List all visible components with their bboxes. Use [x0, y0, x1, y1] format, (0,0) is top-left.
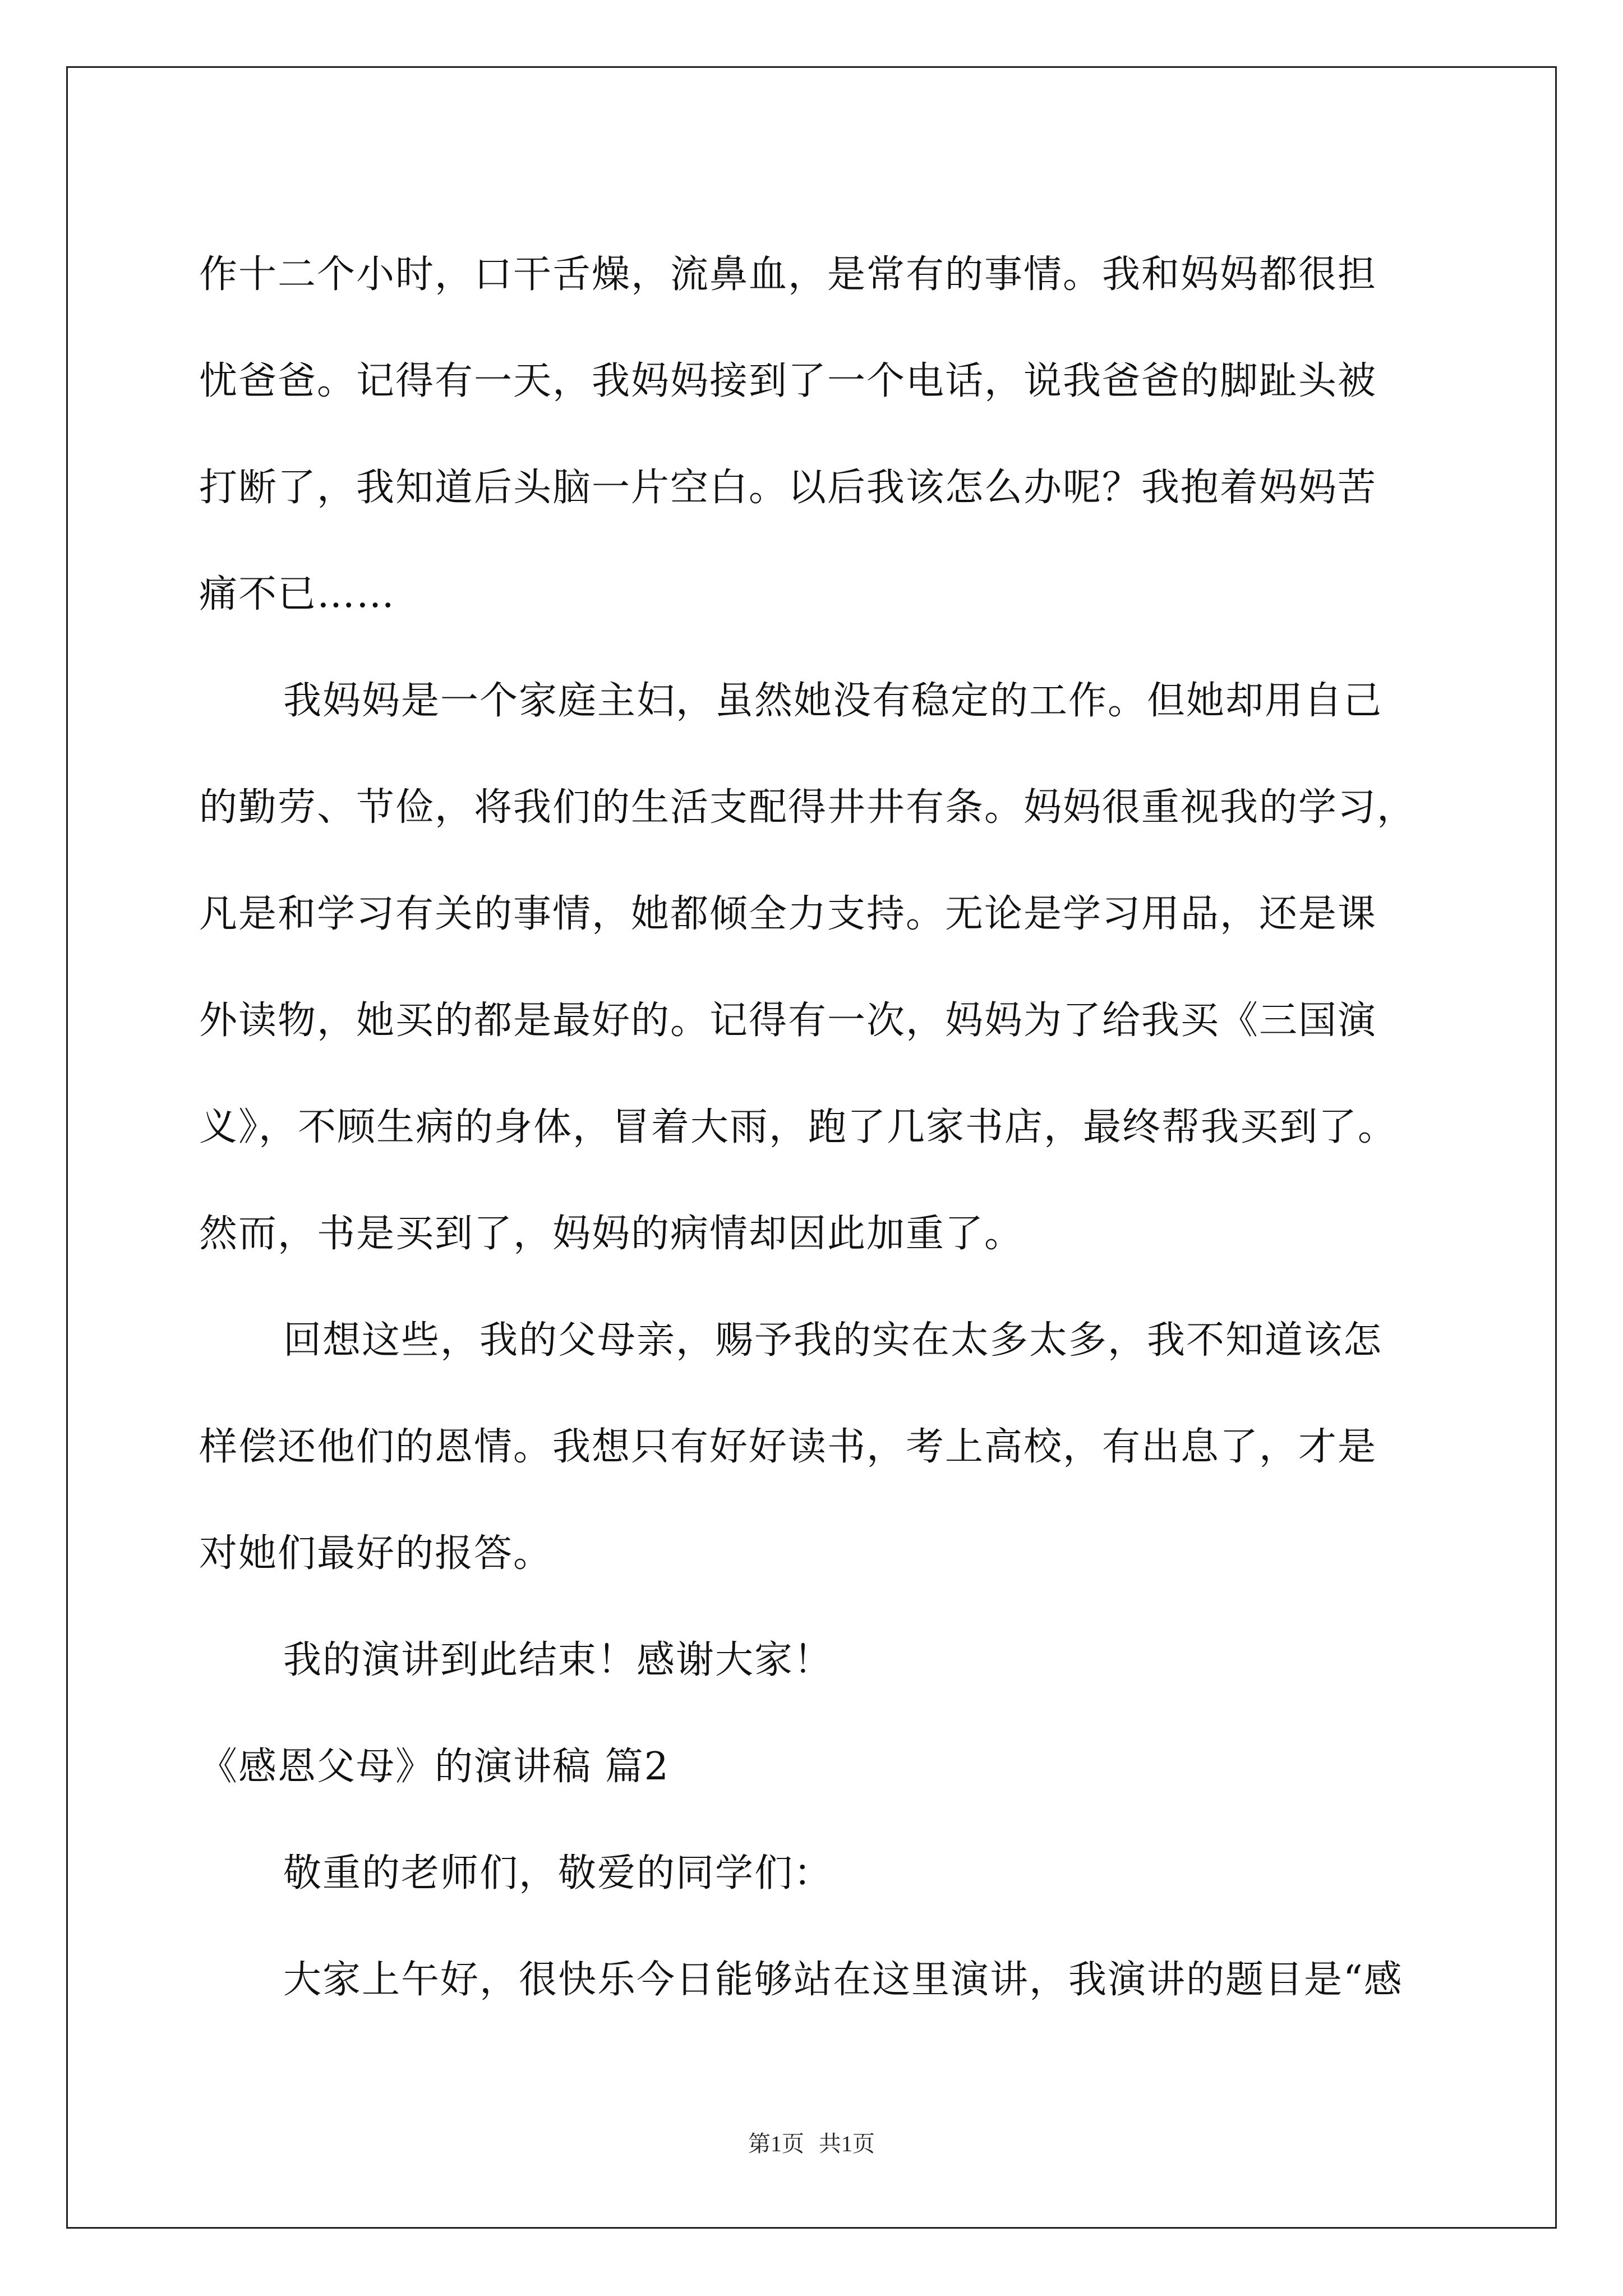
text-line: 外读物，她买的都是最好的。记得有一次，妈妈为了给我买《三国演: [199, 999, 1377, 1043]
text-line: 敬重的老师们，敬爱的同学们：: [283, 1851, 833, 1895]
text-line: 我的演讲到此结束！感谢大家！: [283, 1638, 833, 1682]
text-line: 凡是和学习有关的事情，她都倾全力支持。无论是学习用品，还是课: [199, 892, 1377, 936]
page-total: 共1页: [819, 2131, 875, 2156]
text-line: 打断了，我知道后头脑一片空白。以后我该怎么办呢？我抱着妈妈苦: [199, 466, 1377, 510]
page-number: 第1页: [748, 2131, 804, 2156]
text-line: 作十二个小时，口干舌燥，流鼻血，是常有的事情。我和妈妈都很担: [199, 252, 1377, 297]
text-line: 义》，不顾生病的身体，冒着大雨，跑了几家书店，最终帮我买到了。: [199, 1105, 1398, 1149]
text-line: 我妈妈是一个家庭主妇，虽然她没有稳定的工作。但她却用自己: [283, 679, 1383, 723]
text-line: 的勤劳、节俭，将我们的生活支配得井井有条。妈妈很重视我的学习，: [199, 785, 1417, 830]
text-line: 对她们最好的报答。: [199, 1531, 553, 1576]
text-line: 样偿还他们的恩情。我想只有好好读书，考上高校，有出息了，才是: [199, 1425, 1377, 1469]
text-line: 回想这些，我的父母亲，赐予我的实在太多太多，我不知道该怎: [283, 1318, 1383, 1363]
text-line: 痛不已……: [199, 572, 396, 616]
text-line: 忧爸爸。记得有一天，我妈妈接到了一个电话，说我爸爸的脚趾头被: [199, 359, 1377, 403]
text-line: 大家上午好，很快乐今日能够站在这里演讲，我演讲的题目是“感: [283, 1958, 1403, 2002]
page-footer: [0, 2126, 1623, 2158]
text-line: 然而，书是买到了，妈妈的病情却因此加重了。: [199, 1212, 1024, 1256]
document-body: [199, 222, 1424, 2033]
section-heading: 《感恩父母》的演讲稿 篇2: [199, 1745, 670, 1789]
